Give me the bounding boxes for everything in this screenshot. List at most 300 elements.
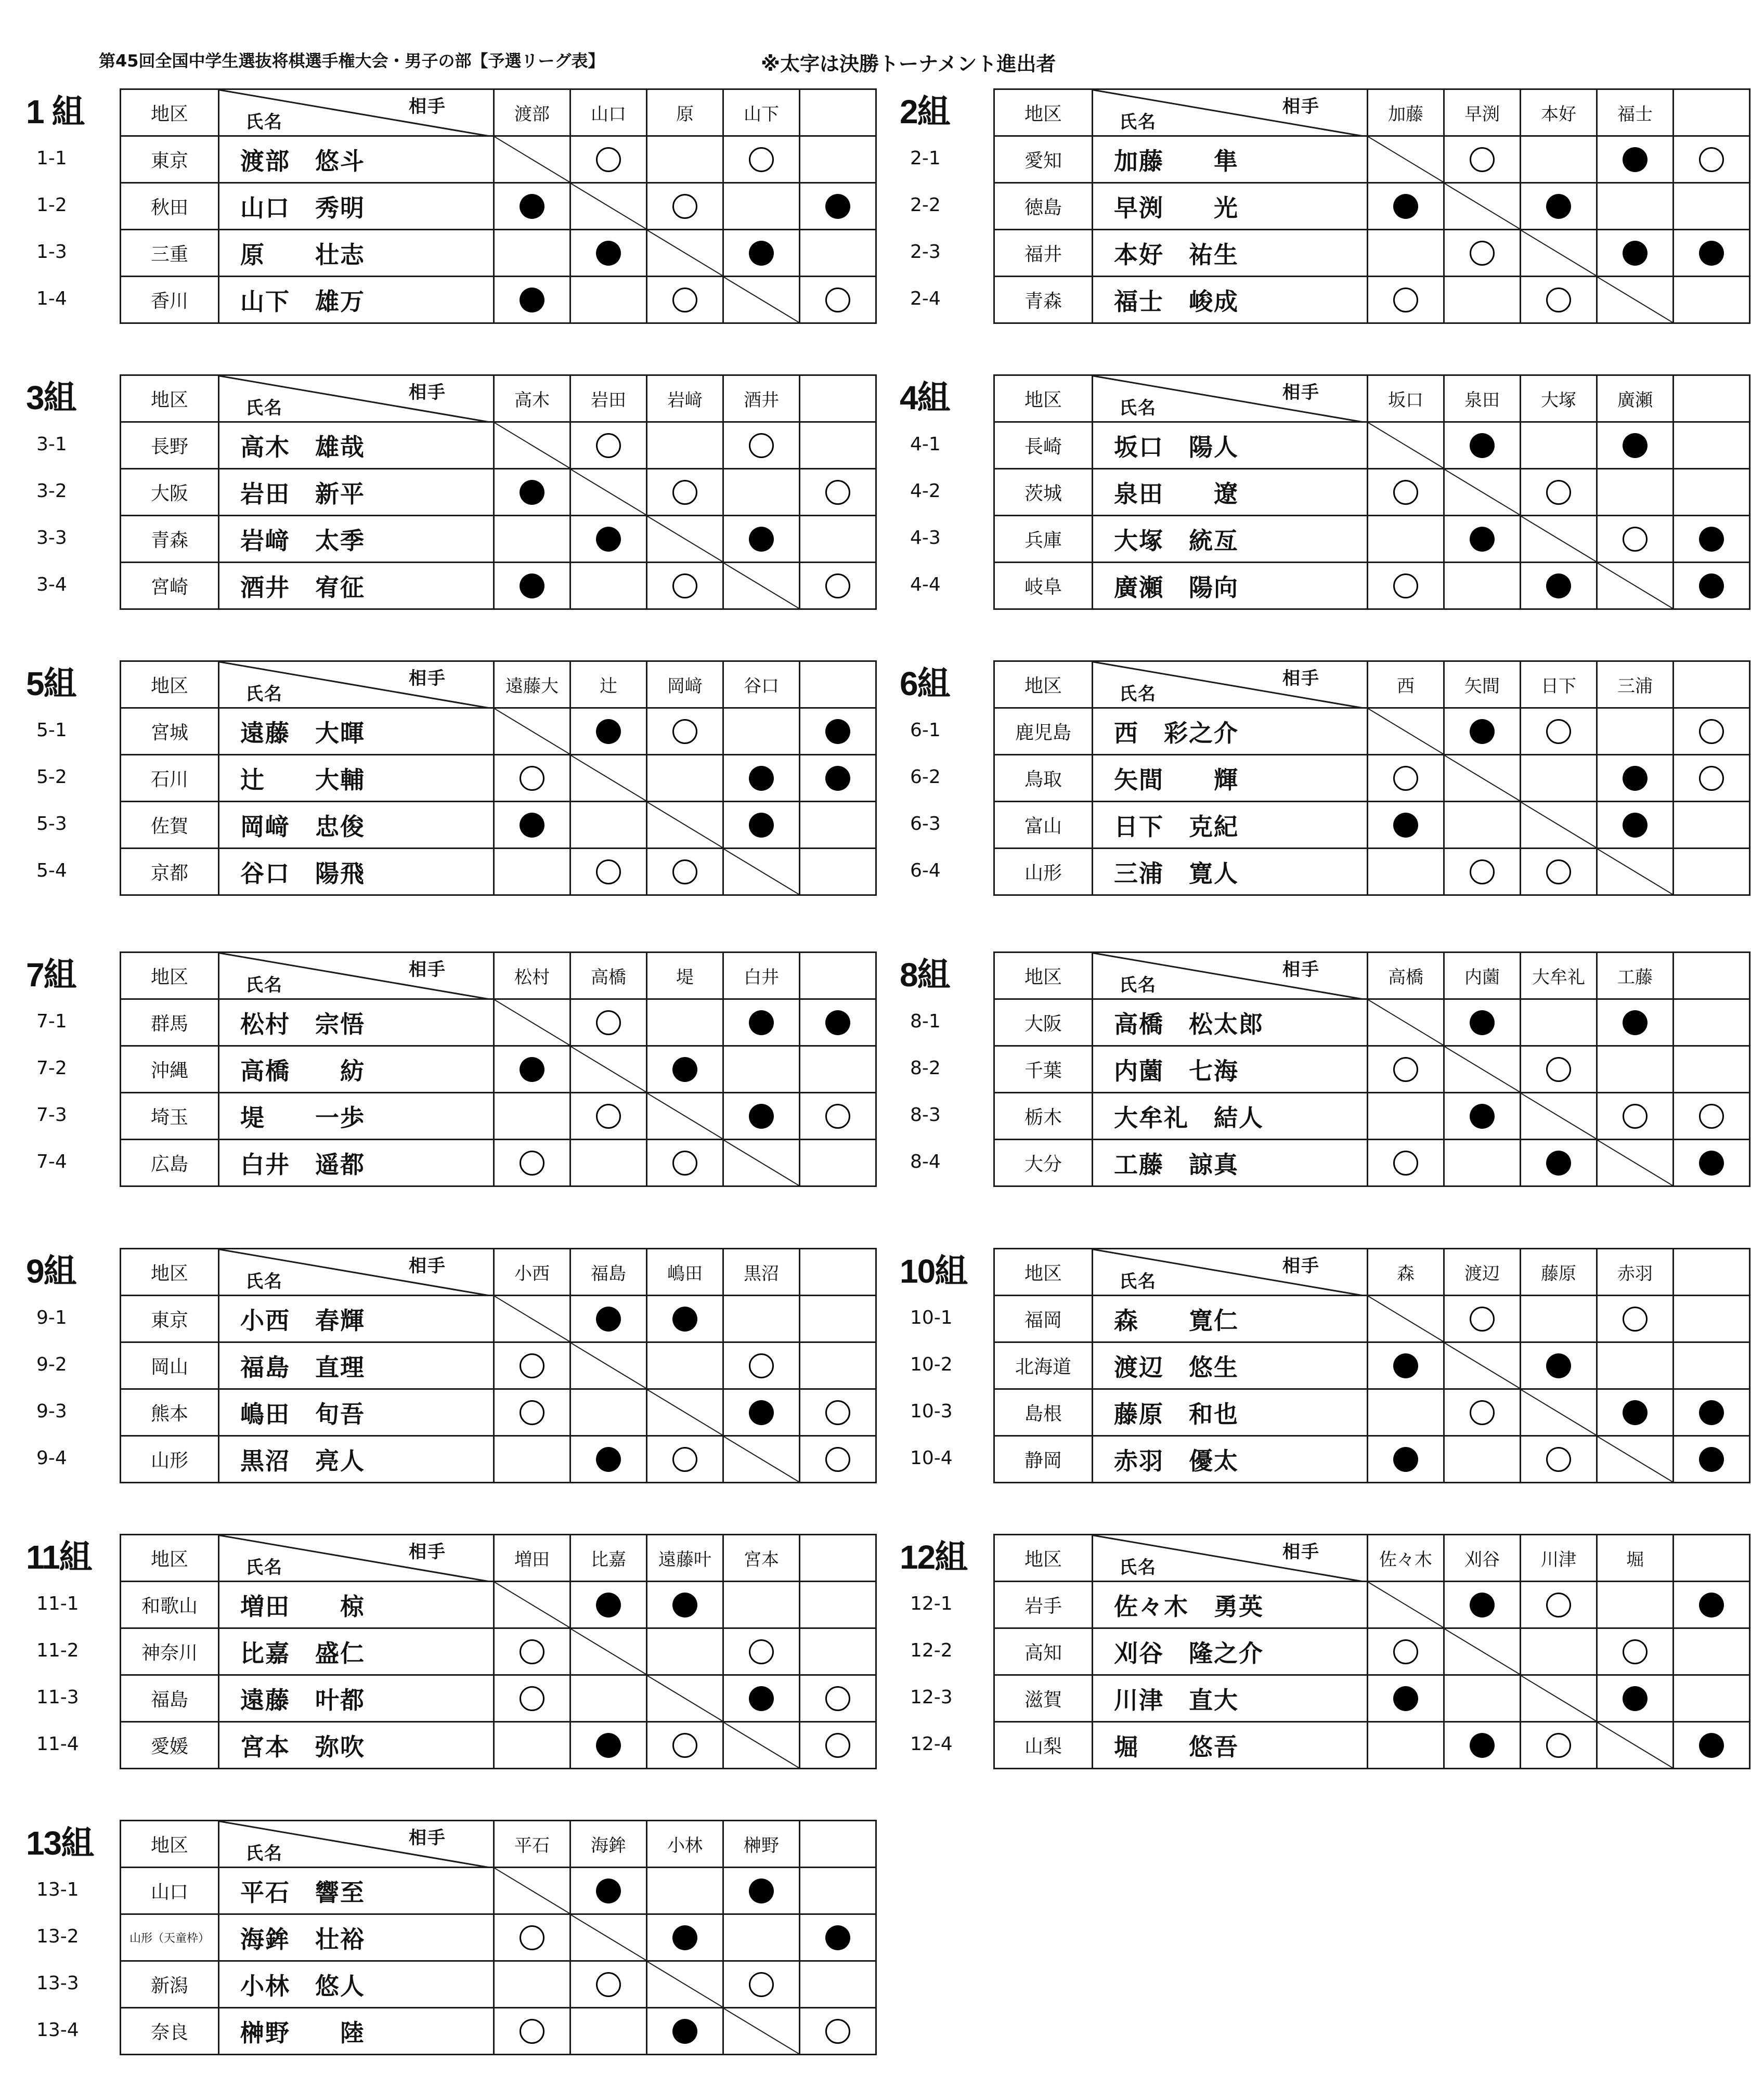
win-mark-icon xyxy=(672,2019,697,2044)
result-cell xyxy=(1521,755,1597,802)
result-cell xyxy=(1674,1582,1750,1628)
player-id: 1-4 xyxy=(36,288,67,309)
win-mark-icon xyxy=(1623,1400,1648,1425)
loss-mark-icon xyxy=(520,1353,544,1378)
player-row xyxy=(121,1140,876,1186)
group-label: 8組 xyxy=(900,956,950,994)
result-cell xyxy=(1521,999,1597,1046)
win-mark-icon xyxy=(749,1686,774,1711)
header-opponent: 堤 xyxy=(647,953,723,999)
loss-mark-icon xyxy=(825,480,850,505)
player-row xyxy=(994,1296,1750,1342)
result-cell xyxy=(570,2008,647,2055)
win-mark-icon xyxy=(520,194,544,219)
self-cell xyxy=(647,802,723,849)
result-cell xyxy=(494,1436,570,1483)
result-cell xyxy=(570,849,647,895)
header-name-opponent xyxy=(1093,1535,1368,1582)
player-row xyxy=(994,1628,1750,1675)
result-cell xyxy=(800,1868,876,1914)
player-row xyxy=(994,755,1750,802)
loss-mark-icon xyxy=(672,1151,697,1176)
result-cell xyxy=(647,563,723,609)
league-table xyxy=(993,1534,1750,1769)
header-name-opponent xyxy=(219,1821,494,1868)
loss-mark-icon xyxy=(825,1400,850,1425)
player-name: 藤原 和也 xyxy=(1093,1389,1368,1436)
self-cell xyxy=(1444,755,1521,802)
result-cell xyxy=(1674,1722,1750,1769)
player-region: 福岡 xyxy=(994,1296,1093,1342)
header-opponent: 渡部 xyxy=(494,89,570,136)
header-name-opponent xyxy=(219,953,494,999)
player-name: 大塚 統亙 xyxy=(1093,516,1368,563)
player-name: 松村 宗悟 xyxy=(219,999,494,1046)
player-name: 佐々木 勇英 xyxy=(1093,1582,1368,1628)
loss-mark-icon xyxy=(825,573,850,598)
result-cell xyxy=(1597,1582,1674,1628)
header-blank xyxy=(1674,953,1750,999)
result-cell xyxy=(723,1389,800,1436)
player-id: 9-3 xyxy=(36,1401,67,1422)
result-cell xyxy=(1521,1140,1597,1186)
win-mark-icon xyxy=(1393,1353,1418,1378)
self-cell xyxy=(723,1722,800,1769)
player-region: 奈良 xyxy=(121,2008,219,2055)
result-cell xyxy=(1444,422,1521,469)
result-cell xyxy=(1444,999,1521,1046)
result-cell xyxy=(1368,230,1444,277)
win-mark-icon xyxy=(1546,194,1571,219)
player-name: 岩田 新平 xyxy=(219,469,494,516)
result-cell xyxy=(800,1389,876,1436)
player-region: 高知 xyxy=(994,1628,1093,1675)
header-region: 地区 xyxy=(994,1249,1093,1296)
self-cell xyxy=(723,849,800,895)
result-cell xyxy=(1597,136,1674,183)
win-mark-icon xyxy=(1623,813,1648,838)
player-region: 新潟 xyxy=(121,1961,219,2008)
loss-mark-icon xyxy=(672,1447,697,1472)
header-opponent-label: 相手 xyxy=(409,959,446,980)
group-label: 3組 xyxy=(26,379,76,416)
player-region: 滋賀 xyxy=(994,1675,1093,1722)
player-row xyxy=(121,230,876,277)
self-cell xyxy=(1444,1342,1521,1389)
header-opponent: 増田 xyxy=(494,1535,570,1582)
header-name-opponent xyxy=(1093,661,1368,708)
result-cell xyxy=(647,469,723,516)
result-cell xyxy=(494,802,570,849)
result-cell xyxy=(1674,1093,1750,1140)
result-cell xyxy=(1368,1675,1444,1722)
result-cell xyxy=(1444,136,1521,183)
player-row xyxy=(994,1722,1750,1769)
result-cell xyxy=(1368,1342,1444,1389)
header-row xyxy=(121,1535,876,1582)
self-cell xyxy=(1444,1046,1521,1093)
result-cell xyxy=(800,1582,876,1628)
loss-mark-icon xyxy=(672,859,697,884)
player-region: 東京 xyxy=(121,1296,219,1342)
header-blank xyxy=(800,1535,876,1582)
result-cell xyxy=(647,708,723,755)
header-name-opponent xyxy=(1093,953,1368,999)
result-cell xyxy=(1597,999,1674,1046)
player-row xyxy=(994,136,1750,183)
player-row xyxy=(994,516,1750,563)
header-opponent: 工藤 xyxy=(1597,953,1674,999)
player-name: 三浦 寛人 xyxy=(1093,849,1368,895)
self-cell xyxy=(1368,1296,1444,1342)
player-name: 刈谷 隆之介 xyxy=(1093,1628,1368,1675)
result-cell xyxy=(723,1046,800,1093)
win-mark-icon xyxy=(1623,147,1648,172)
player-id: 1-1 xyxy=(36,148,67,169)
loss-mark-icon xyxy=(749,147,774,172)
header-opponent: 廣瀬 xyxy=(1597,375,1674,422)
self-cell xyxy=(1521,230,1597,277)
header-blank xyxy=(800,89,876,136)
result-cell xyxy=(1521,1296,1597,1342)
player-name: 山口 秀明 xyxy=(219,183,494,230)
header-region: 地区 xyxy=(121,661,219,708)
result-cell xyxy=(723,183,800,230)
header-name-label: 氏名 xyxy=(245,684,283,705)
result-cell xyxy=(647,277,723,323)
self-cell xyxy=(647,1675,723,1722)
self-cell xyxy=(723,2008,800,2055)
loss-mark-icon xyxy=(825,1686,850,1711)
loss-mark-icon xyxy=(1470,147,1495,172)
result-cell xyxy=(800,849,876,895)
result-cell xyxy=(1368,1093,1444,1140)
loss-mark-icon xyxy=(825,2019,850,2044)
win-mark-icon xyxy=(672,1593,697,1618)
self-cell xyxy=(1521,802,1597,849)
result-cell xyxy=(570,1436,647,1483)
header-name-label: 氏名 xyxy=(245,975,283,996)
header-blank xyxy=(1674,375,1750,422)
header-name-opponent xyxy=(1093,1249,1368,1296)
league-table xyxy=(993,88,1750,324)
player-name: 矢間 輝 xyxy=(1093,755,1368,802)
self-cell xyxy=(570,1342,647,1389)
header-opponent: 福士 xyxy=(1597,89,1674,136)
result-cell xyxy=(494,1140,570,1186)
player-id: 12-2 xyxy=(910,1640,953,1661)
player-row xyxy=(121,999,876,1046)
result-cell xyxy=(723,422,800,469)
player-region: 徳島 xyxy=(994,183,1093,230)
win-mark-icon xyxy=(596,1307,621,1332)
player-row xyxy=(121,469,876,516)
result-cell xyxy=(647,183,723,230)
player-row xyxy=(121,1628,876,1675)
result-cell xyxy=(800,999,876,1046)
player-region: 香川 xyxy=(121,277,219,323)
result-cell xyxy=(1521,1628,1597,1675)
player-name: 辻 大輔 xyxy=(219,755,494,802)
group-block xyxy=(26,660,879,910)
player-region: 大阪 xyxy=(121,469,219,516)
win-mark-icon xyxy=(596,1447,621,1472)
result-cell xyxy=(1444,230,1521,277)
win-mark-icon xyxy=(1470,1593,1495,1618)
group-block xyxy=(26,1534,879,1783)
result-cell xyxy=(494,1628,570,1675)
player-id: 2-4 xyxy=(910,288,941,309)
result-cell xyxy=(800,563,876,609)
player-id: 1-2 xyxy=(36,194,67,216)
player-id: 9-4 xyxy=(36,1447,67,1469)
win-mark-icon xyxy=(1470,1010,1495,1035)
self-cell xyxy=(494,1868,570,1914)
result-cell xyxy=(800,183,876,230)
result-cell xyxy=(570,1961,647,2008)
player-region: 和歌山 xyxy=(121,1582,219,1628)
win-mark-icon xyxy=(1393,813,1418,838)
league-table xyxy=(993,374,1750,610)
header-name-opponent xyxy=(219,1249,494,1296)
bold-note: ※太字は決勝トーナメント進出者 xyxy=(761,53,1056,75)
header-opponent: 堀 xyxy=(1597,1535,1674,1582)
result-cell xyxy=(570,277,647,323)
result-cell xyxy=(1444,1389,1521,1436)
result-cell xyxy=(723,755,800,802)
self-cell xyxy=(1444,183,1521,230)
result-cell xyxy=(647,1914,723,1961)
player-name: 遠藤 大暉 xyxy=(219,708,494,755)
loss-mark-icon xyxy=(672,1733,697,1758)
loss-mark-icon xyxy=(1470,1400,1495,1425)
loss-mark-icon xyxy=(1546,1057,1571,1082)
header-opponent: 福島 xyxy=(570,1249,647,1296)
win-mark-icon xyxy=(520,480,544,505)
player-name: 平石 響至 xyxy=(219,1868,494,1914)
result-cell xyxy=(723,1342,800,1389)
result-cell xyxy=(1597,183,1674,230)
header-region: 地区 xyxy=(994,375,1093,422)
header-row xyxy=(121,661,876,708)
result-cell xyxy=(1597,802,1674,849)
result-cell xyxy=(494,563,570,609)
player-row xyxy=(994,849,1750,895)
player-row xyxy=(121,1722,876,1769)
loss-mark-icon xyxy=(1546,288,1571,312)
player-name: 西 彩之介 xyxy=(1093,708,1368,755)
player-region: 千葉 xyxy=(994,1046,1093,1093)
result-cell xyxy=(647,422,723,469)
result-cell xyxy=(1444,708,1521,755)
header-opponent-label: 相手 xyxy=(409,96,446,117)
player-row xyxy=(994,563,1750,609)
player-row xyxy=(121,1961,876,2008)
result-cell xyxy=(1521,1342,1597,1389)
player-name: 加藤 隼 xyxy=(1093,136,1368,183)
self-cell xyxy=(1597,563,1674,609)
league-table xyxy=(120,660,877,896)
result-cell xyxy=(1674,183,1750,230)
self-cell xyxy=(723,563,800,609)
win-mark-icon xyxy=(1470,1733,1495,1758)
player-region: 宮城 xyxy=(121,708,219,755)
result-cell xyxy=(1674,1140,1750,1186)
document-title: 第45回全国中学生選抜将棋選手権大会・男子の部【予選リーグ表】 xyxy=(99,51,605,71)
player-id: 13-1 xyxy=(36,1879,79,1900)
result-cell xyxy=(647,1342,723,1389)
result-cell xyxy=(1521,563,1597,609)
result-cell xyxy=(1444,1296,1521,1342)
player-id: 2-1 xyxy=(910,148,941,169)
player-row xyxy=(121,1342,876,1389)
loss-mark-icon xyxy=(520,1400,544,1425)
self-cell xyxy=(723,1140,800,1186)
self-cell xyxy=(1444,469,1521,516)
loss-mark-icon xyxy=(1393,480,1418,505)
self-cell xyxy=(570,1628,647,1675)
result-cell xyxy=(1444,1093,1521,1140)
group-label: 11組 xyxy=(26,1538,92,1576)
player-row xyxy=(121,708,876,755)
player-id: 5-1 xyxy=(36,720,67,741)
result-cell xyxy=(647,755,723,802)
loss-mark-icon xyxy=(1393,573,1418,598)
player-id: 4-1 xyxy=(910,434,941,455)
win-mark-icon xyxy=(1470,433,1495,458)
header-opponent: 川津 xyxy=(1521,1535,1597,1582)
player-region: 山口 xyxy=(121,1868,219,1914)
win-mark-icon xyxy=(1623,1010,1648,1035)
header-name-label: 氏名 xyxy=(1119,684,1157,705)
group-block xyxy=(26,951,879,1201)
header-name-label: 氏名 xyxy=(1119,398,1157,419)
loss-mark-icon xyxy=(520,1925,544,1950)
player-region: 鳥取 xyxy=(994,755,1093,802)
header-name-label: 氏名 xyxy=(1119,1271,1157,1292)
header-row xyxy=(994,375,1750,422)
self-cell xyxy=(494,422,570,469)
result-cell xyxy=(1674,1342,1750,1389)
loss-mark-icon xyxy=(749,433,774,458)
result-cell xyxy=(1597,230,1674,277)
win-mark-icon xyxy=(1393,194,1418,219)
result-cell xyxy=(723,802,800,849)
result-cell xyxy=(1444,1582,1521,1628)
result-cell xyxy=(494,516,570,563)
player-region: 兵庫 xyxy=(994,516,1093,563)
header-opponent: 本好 xyxy=(1521,89,1597,136)
win-mark-icon xyxy=(749,1010,774,1035)
player-id: 1-3 xyxy=(36,241,67,263)
player-name: 川津 直大 xyxy=(1093,1675,1368,1722)
header-opponent: 岩﨑 xyxy=(647,375,723,422)
player-region: 大阪 xyxy=(994,999,1093,1046)
header-opponent: 酒井 xyxy=(723,375,800,422)
win-mark-icon xyxy=(1546,1353,1571,1378)
loss-mark-icon xyxy=(1470,1307,1495,1332)
result-cell xyxy=(1444,1436,1521,1483)
player-id: 5-3 xyxy=(36,813,67,834)
win-mark-icon xyxy=(1470,527,1495,552)
player-id: 4-3 xyxy=(910,527,941,549)
result-cell xyxy=(800,230,876,277)
result-cell xyxy=(1521,1582,1597,1628)
player-id: 5-2 xyxy=(36,766,67,788)
player-row xyxy=(121,1093,876,1140)
player-row xyxy=(994,1675,1750,1722)
loss-mark-icon xyxy=(1546,480,1571,505)
result-cell xyxy=(800,708,876,755)
player-region: 佐賀 xyxy=(121,802,219,849)
result-cell xyxy=(1368,802,1444,849)
header-name-opponent xyxy=(219,89,494,136)
self-cell xyxy=(1521,516,1597,563)
player-region: 神奈川 xyxy=(121,1628,219,1675)
win-mark-icon xyxy=(825,194,850,219)
result-cell xyxy=(1597,422,1674,469)
player-region: 岐阜 xyxy=(994,563,1093,609)
result-cell xyxy=(570,422,647,469)
result-cell xyxy=(800,2008,876,2055)
result-cell xyxy=(570,1868,647,1914)
win-mark-icon xyxy=(1699,1733,1724,1758)
result-cell xyxy=(1674,136,1750,183)
win-mark-icon xyxy=(1470,719,1495,744)
player-region: 岡山 xyxy=(121,1342,219,1389)
header-region: 地区 xyxy=(994,953,1093,999)
result-cell xyxy=(1368,563,1444,609)
win-mark-icon xyxy=(749,1104,774,1129)
player-region: 山形 xyxy=(121,1436,219,1483)
loss-mark-icon xyxy=(1623,1307,1648,1332)
header-blank xyxy=(800,661,876,708)
header-opponent: 海鉾 xyxy=(570,1821,647,1868)
loss-mark-icon xyxy=(1393,1639,1418,1664)
loss-mark-icon xyxy=(825,288,850,312)
player-row xyxy=(994,802,1750,849)
player-name: 大牟礼 結人 xyxy=(1093,1093,1368,1140)
player-row xyxy=(121,802,876,849)
header-opponent: 大塚 xyxy=(1521,375,1597,422)
result-cell xyxy=(570,1296,647,1342)
player-name: 酒井 宥征 xyxy=(219,563,494,609)
result-cell xyxy=(570,136,647,183)
header-opponent: 遠藤大 xyxy=(494,661,570,708)
player-region: 栃木 xyxy=(994,1093,1093,1140)
result-cell xyxy=(570,1582,647,1628)
win-mark-icon xyxy=(825,719,850,744)
loss-mark-icon xyxy=(749,1972,774,1997)
win-mark-icon xyxy=(1546,1151,1571,1176)
player-region: 群馬 xyxy=(121,999,219,1046)
player-region: 山形 xyxy=(994,849,1093,895)
league-table xyxy=(120,1248,877,1483)
result-cell xyxy=(647,1296,723,1342)
result-cell xyxy=(570,1675,647,1722)
header-opponent-label: 相手 xyxy=(1282,1256,1320,1276)
header-opponent: 刈谷 xyxy=(1444,1535,1521,1582)
player-id: 11-3 xyxy=(36,1687,79,1708)
result-cell xyxy=(800,1722,876,1769)
player-id: 6-3 xyxy=(910,813,941,834)
result-cell xyxy=(1521,469,1597,516)
player-name: 森 寛仁 xyxy=(1093,1296,1368,1342)
player-name: 小林 悠人 xyxy=(219,1961,494,2008)
result-cell xyxy=(570,1140,647,1186)
player-row xyxy=(994,999,1750,1046)
result-cell xyxy=(1674,708,1750,755)
